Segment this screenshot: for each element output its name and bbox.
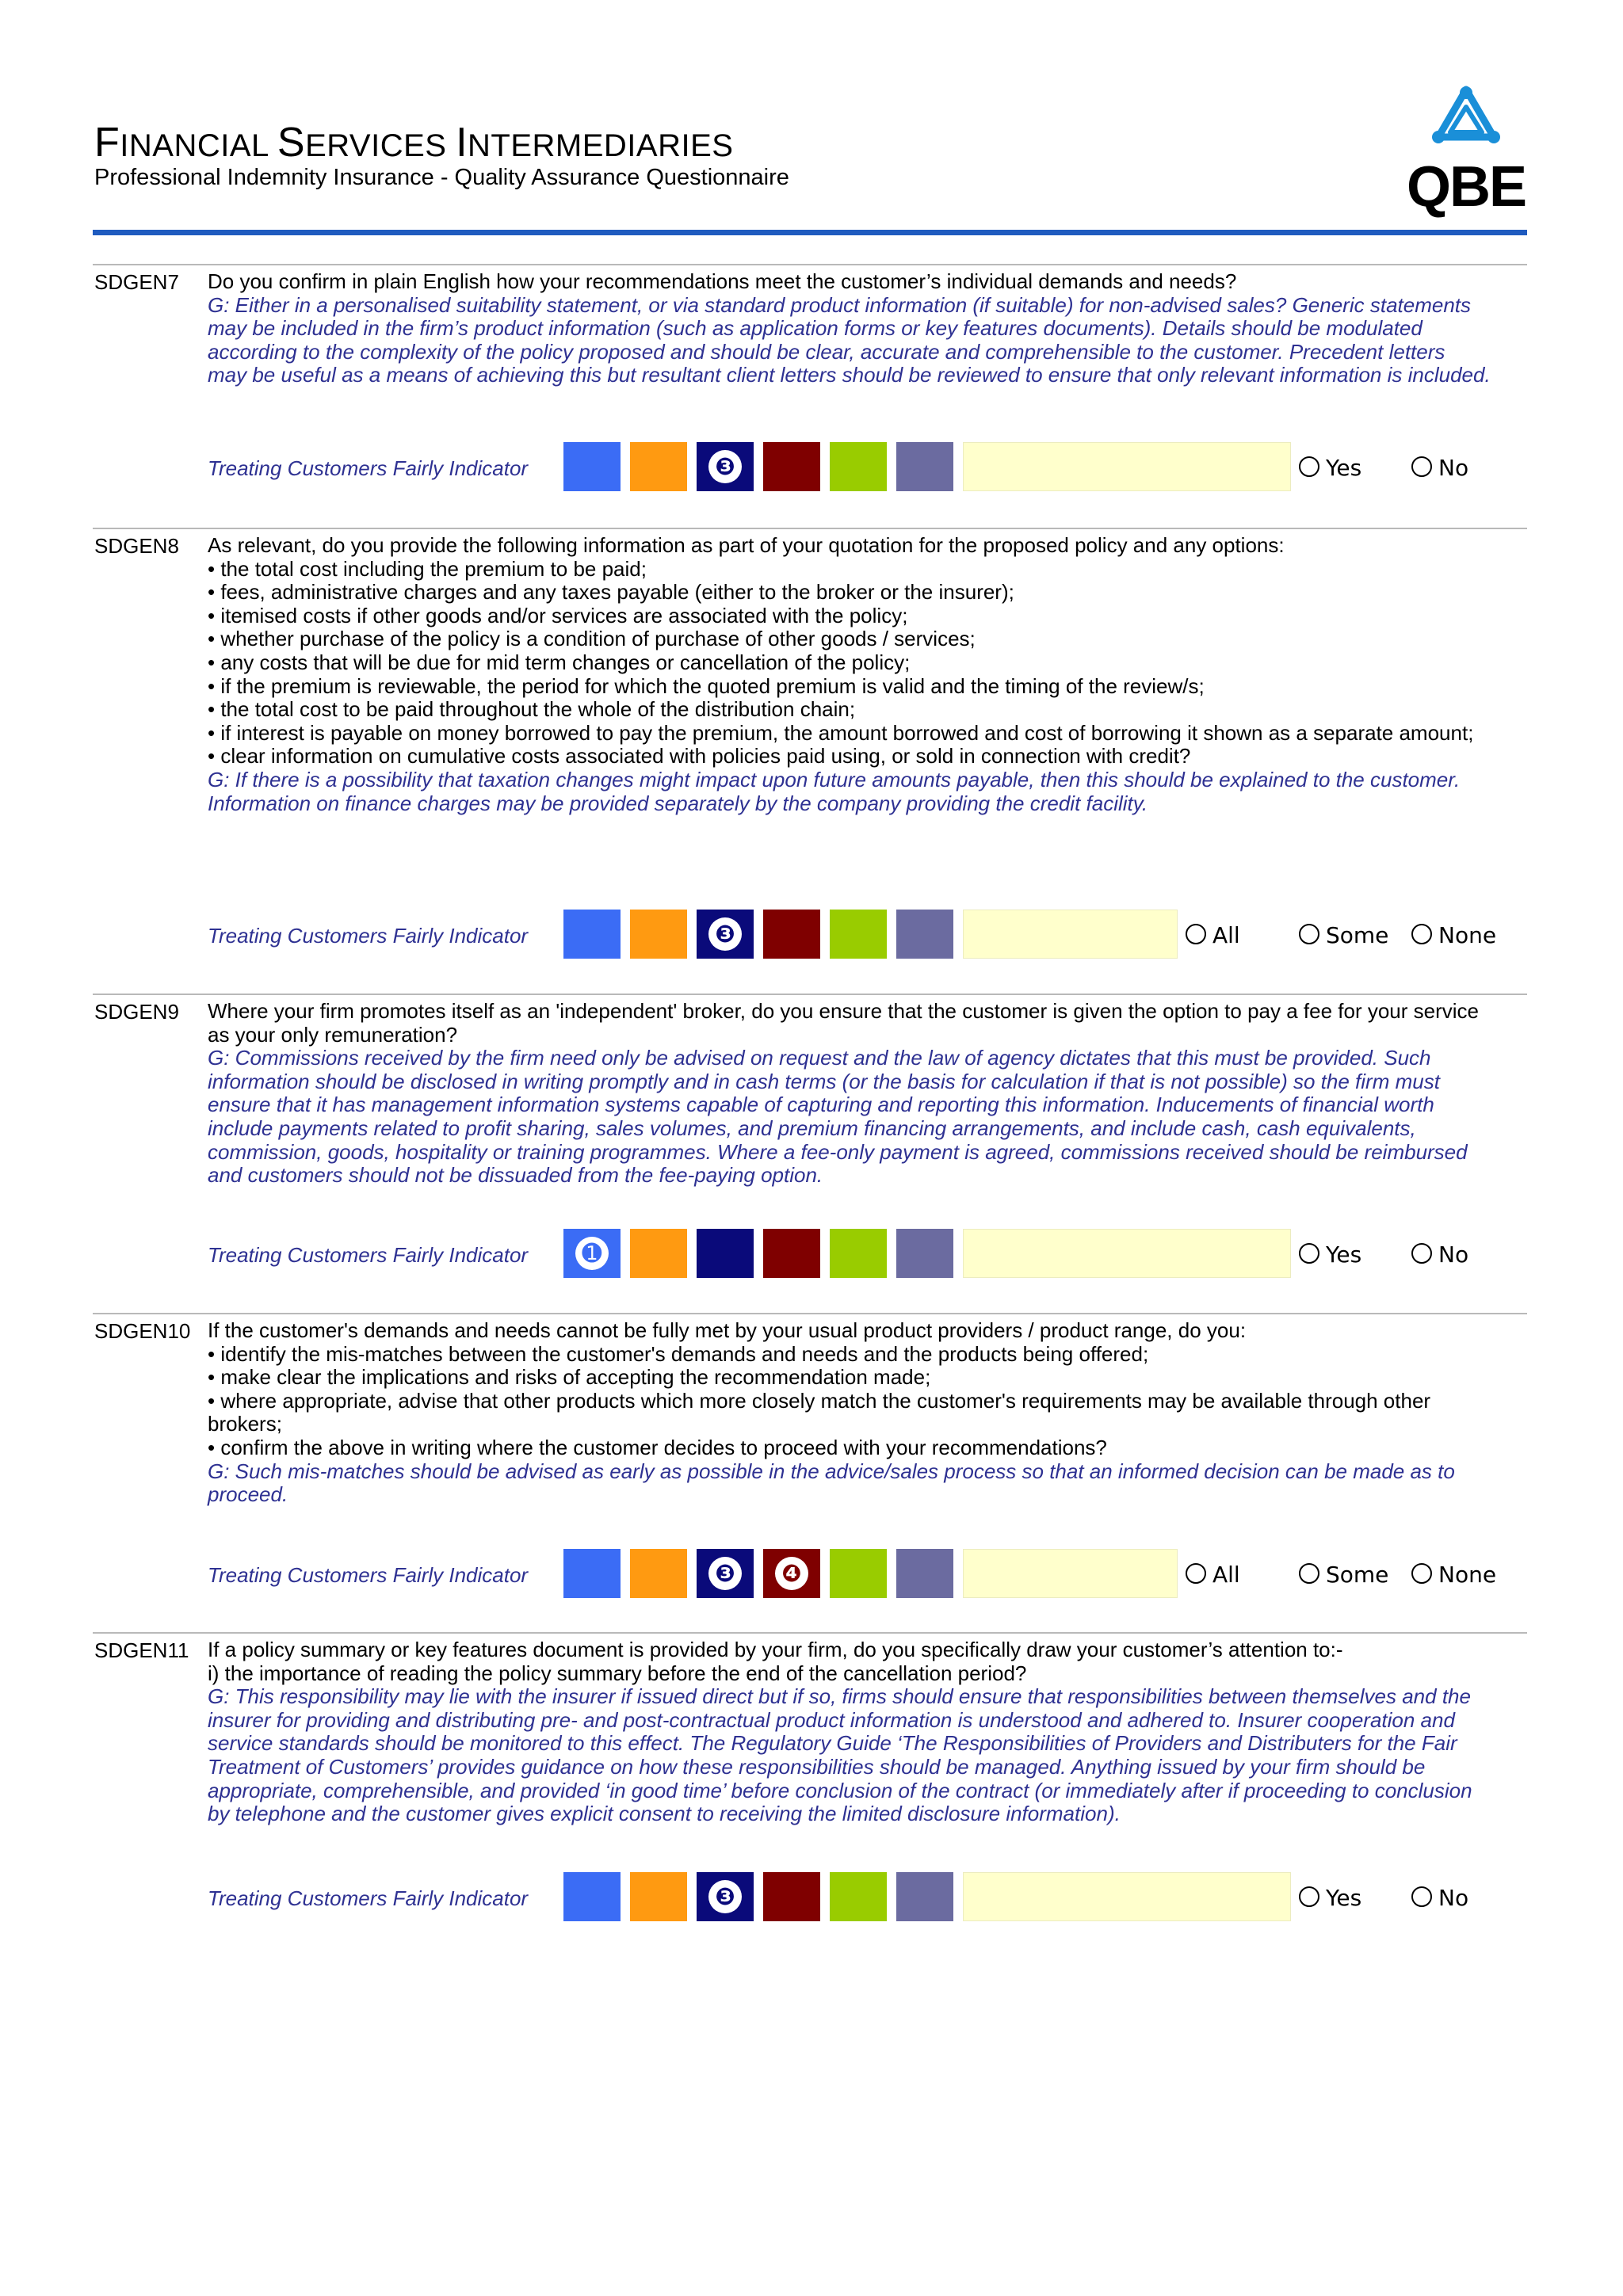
question-line: Do you confirm in plain English how your recommendations meet the customer’s individual demands and needs? <box>208 269 1237 293</box>
tcf-indicator-square-3[interactable] <box>697 1872 754 1921</box>
comment-field[interactable] <box>963 1549 1178 1598</box>
question-line: If the customer's demands and needs cannot be fully met by your usual product providers / product range, do you: <box>208 1318 1247 1342</box>
tcf-indicator-square-5[interactable] <box>830 442 887 491</box>
option-label: Some <box>1326 1562 1389 1588</box>
question-line: • make clear the implications and risks of accepting the recommendation made; <box>208 1365 931 1390</box>
tcf-indicator-row <box>0 1549 1623 1601</box>
question-line: • identify the mis-matches between the customer's demands and needs and the products being offered; <box>208 1341 1149 1366</box>
option-no[interactable] <box>1407 1229 1496 1278</box>
radio-all[interactable] <box>1186 924 1206 944</box>
tcf-indicator-square-5[interactable] <box>830 910 887 959</box>
question-code: SDGEN11 <box>94 1638 189 1662</box>
question-text <box>208 1319 1523 1507</box>
guidance-line: may be useful as a means of achieving this but resultant client letters should be reviewed to ensure that only relevant information is included. <box>208 363 1491 387</box>
question-line: i) the importance of reading the policy summary before the end of the cancellation period? <box>208 1661 1027 1685</box>
guidance-line: proceed. <box>208 1482 288 1507</box>
document-subtitle: Professional Indemnity Insurance - Quality Assurance Questionnaire <box>94 165 789 190</box>
guidance-line: service standards should be monitored to this effect. The Regulatory Guide ‘The Responsibilities of Providers and Distributers for the Fair <box>208 1731 1457 1756</box>
question-divider <box>93 1313 1527 1314</box>
radio-no[interactable] <box>1411 1886 1432 1907</box>
option-yes[interactable] <box>1294 1872 1381 1921</box>
tcf-indicator-square-6[interactable] <box>896 442 953 491</box>
option-some[interactable] <box>1294 1549 1389 1598</box>
question-line: If a policy summary or key features document is provided by your firm, do you specifically draw your customer’s attention to:- <box>208 1638 1343 1661</box>
radio-none[interactable] <box>1411 924 1432 944</box>
comment-field[interactable] <box>963 1872 1291 1921</box>
tcf-indicator-square-3[interactable] <box>697 910 754 959</box>
question-line: • whether purchase of the policy is a condition of purchase of other goods / services; <box>208 627 976 651</box>
header-divider <box>93 230 1527 235</box>
guidance-line: G: Such mis-matches should be advised as early as possible in the advice/sales process so that an informed decision can be made as to <box>208 1459 1455 1483</box>
tcf-marker-4: ❹ <box>775 1557 808 1590</box>
option-none[interactable] <box>1407 1549 1496 1598</box>
guidance-line: Information on finance charges may be provided separately by the company providing the credit facility. <box>208 791 1148 815</box>
tcf-indicator-square-2[interactable] <box>630 1229 687 1278</box>
guidance-line: appropriate, comprehensible, and provided ‘in good time’ before conclusion of the contract (or immediately after if proceeding to conclusion <box>208 1778 1472 1802</box>
option-all[interactable] <box>1181 1549 1271 1598</box>
tcf-indicator-square-2[interactable] <box>630 910 687 959</box>
question-divider <box>93 1632 1527 1634</box>
option-label: No <box>1438 455 1469 481</box>
question-line: • the total cost to be paid throughout the whole of the distribution chain; <box>208 697 856 722</box>
qbe-logo-text: QBE <box>1407 155 1526 219</box>
tcf-marker-3: ❸ <box>708 450 742 483</box>
tcf-indicator-square-6[interactable] <box>896 1549 953 1598</box>
tcf-indicator-square-1[interactable] <box>563 910 621 959</box>
tcf-indicator-square-5[interactable] <box>830 1229 887 1278</box>
guidance-line: ensure that it has management information systems capable of capturing and reporting this information. Inducements of financial worth <box>208 1093 1434 1117</box>
tcf-indicator-label: Treating Customers Fairly Indicator <box>208 924 529 948</box>
option-label: None <box>1438 1562 1497 1588</box>
radio-yes[interactable] <box>1299 456 1319 477</box>
radio-yes[interactable] <box>1299 1243 1319 1264</box>
question-line: • clear information on cumulative costs associated with policies paid using, or sold in connection with credit? <box>208 744 1191 769</box>
question-code: SDGEN10 <box>94 1319 191 1343</box>
option-no[interactable] <box>1407 442 1496 491</box>
question-code: SDGEN7 <box>94 270 179 294</box>
radio-all[interactable] <box>1186 1563 1206 1584</box>
guidance-line: according to the complexity of the policy proposed and should be clear, accurate and comprehensible to the customer. Precedent letters <box>208 339 1445 364</box>
guidance-line: G: If there is a possibility that taxation changes might impact upon future amounts payable, then this should be explained to the customer. <box>208 767 1461 791</box>
tcf-indicator-square-1[interactable] <box>563 1549 621 1598</box>
question-text <box>208 1000 1523 1188</box>
question-text <box>208 534 1523 815</box>
guidance-line: include payments related to profit sharing, sales volumes, and premium financing arrangements, and include cash, cash equivalents, <box>208 1116 1416 1140</box>
tcf-indicator-square-2[interactable] <box>630 442 687 491</box>
guidance-line: information should be disclosed in writing promptly and in cash terms (or the basis for calculation if that is not possible) so the firm must <box>208 1069 1440 1093</box>
question-divider <box>93 264 1527 265</box>
guidance-line: and customers should not be dissuaded from the fee-paying option. <box>208 1163 823 1188</box>
title-word: INTERMEDIARIES <box>456 120 734 166</box>
option-all[interactable] <box>1181 910 1271 959</box>
tcf-indicator-row <box>0 1229 1623 1281</box>
guidance-line: G: This responsibility may lie with the insurer if issued direct but if so, firms should ensure that responsibilities between themselves and the <box>208 1684 1471 1709</box>
option-label: Some <box>1326 922 1389 948</box>
tcf-indicator-square-4[interactable] <box>763 1549 820 1598</box>
tcf-marker-3: ❸ <box>708 1880 742 1913</box>
tcf-indicator-square-1[interactable] <box>563 1229 621 1278</box>
question-line: • any costs that will be due for mid term changes or cancellation of the policy; <box>208 650 911 674</box>
question-text <box>208 1638 1523 1826</box>
question-line: • itemised costs if other goods and/or services are associated with the policy; <box>208 603 908 627</box>
option-label: Yes <box>1326 1241 1362 1268</box>
question-line: • where appropriate, advise that other products which more closely match the customer's requirements may be available through other <box>208 1388 1431 1413</box>
document-title <box>94 119 733 166</box>
radio-some[interactable] <box>1299 1563 1319 1584</box>
tcf-indicator-label: Treating Customers Fairly Indicator <box>208 1886 529 1910</box>
tcf-indicator-square-5[interactable] <box>830 1872 887 1921</box>
title-word: SERVICES <box>277 120 456 166</box>
question-line: • confirm the above in writing where the customer decides to proceed with your recommendations? <box>208 1435 1107 1459</box>
tcf-indicator-square-2[interactable] <box>630 1549 687 1598</box>
guidance-line: G: Commissions received by the firm need only be advised on request and the law of agency dictates that this must be provided. Such <box>208 1046 1431 1070</box>
question-line: brokers; <box>208 1412 282 1436</box>
radio-yes[interactable] <box>1299 1886 1319 1907</box>
question-divider <box>93 994 1527 995</box>
tcf-indicator-square-5[interactable] <box>830 1549 887 1598</box>
option-label: Yes <box>1326 1885 1362 1911</box>
question-line: as your only remuneration? <box>208 1022 458 1047</box>
guidance-line: may be included in the firm’s product information (such as application forms or key features documents). Details should be modulated <box>208 316 1423 341</box>
tcf-indicator-square-3[interactable] <box>697 1229 754 1278</box>
guidance-line: commission, goods, hospitality or training programmes. Where a fee-only payment is agreed, commissions received should be reimbursed <box>208 1139 1468 1164</box>
question-line: As relevant, do you provide the following information as part of your quotation for the proposed policy and any options: <box>208 533 1285 557</box>
tcf-indicator-square-1[interactable] <box>563 442 621 491</box>
tcf-indicator-row <box>0 910 1623 962</box>
tcf-marker-1: ➊ <box>575 1237 609 1270</box>
tcf-indicator-square-6[interactable] <box>896 910 953 959</box>
tcf-indicator-square-4[interactable] <box>763 442 820 491</box>
question-divider <box>93 528 1527 529</box>
question-line: • if interest is payable on money borrowed to pay the premium, the amount borrowed and cost of borrowing it shown as a separate amount; <box>208 720 1474 745</box>
tcf-indicator-square-3[interactable] <box>697 1549 754 1598</box>
tcf-indicator-row <box>0 442 1623 494</box>
comment-field[interactable] <box>963 442 1291 491</box>
radio-some[interactable] <box>1299 924 1319 944</box>
option-yes[interactable] <box>1294 1229 1381 1278</box>
tcf-indicator-square-4[interactable] <box>763 1229 820 1278</box>
option-label: No <box>1438 1241 1469 1268</box>
comment-field[interactable] <box>963 910 1178 959</box>
tcf-indicator-label: Treating Customers Fairly Indicator <box>208 456 529 480</box>
tcf-indicator-row <box>0 1872 1623 1924</box>
tcf-indicator-square-4[interactable] <box>763 1872 820 1921</box>
question-line: • the total cost including the premium to be paid; <box>208 556 647 581</box>
tcf-indicator-square-6[interactable] <box>896 1872 953 1921</box>
comment-field[interactable] <box>963 1229 1291 1278</box>
tcf-indicator-square-3[interactable] <box>697 442 754 491</box>
option-label: No <box>1438 1885 1469 1911</box>
option-yes[interactable] <box>1294 442 1381 491</box>
tcf-marker-3: ❸ <box>708 1557 742 1590</box>
guidance-line: by telephone and the customer gives explicit consent to receiving the limited disclosure information). <box>208 1802 1121 1826</box>
tcf-indicator-square-4[interactable] <box>763 910 820 959</box>
radio-no[interactable] <box>1411 456 1432 477</box>
option-no[interactable] <box>1407 1872 1496 1921</box>
option-label: Yes <box>1326 455 1362 481</box>
guidance-line: G: Either in a personalised suitability statement, or via standard product information (if suitable) for non-advised sales? Generic statements <box>208 292 1472 317</box>
tcf-indicator-square-1[interactable] <box>563 1872 621 1921</box>
guidance-line: insurer for providing and distributing pre- and post-contractual product information is understood and adhered to. Insurer cooperation and <box>208 1707 1455 1732</box>
radio-no[interactable] <box>1411 1243 1432 1264</box>
radio-none[interactable] <box>1411 1563 1432 1584</box>
option-label: All <box>1212 1562 1240 1588</box>
question-line: • fees, administrative charges and any taxes payable (either to the broker or the insurer); <box>208 580 1014 605</box>
guidance-line: Treatment of Customers’ provides guidance on how these responsibilities should be managed. Anything issued by your firm should be <box>208 1754 1426 1779</box>
tcf-indicator-label: Treating Customers Fairly Indicator <box>208 1563 529 1587</box>
tcf-marker-3: ❸ <box>708 917 742 951</box>
option-label: None <box>1438 922 1497 948</box>
question-line: Where your firm promotes itself as an 'independent' broker, do you ensure that the customer is given the option to pay a fee for your service <box>208 999 1480 1023</box>
question-line: • if the premium is reviewable, the period for which the quoted premium is valid and the timing of the review/s; <box>208 673 1205 698</box>
tcf-indicator-square-2[interactable] <box>630 1872 687 1921</box>
option-some[interactable] <box>1294 910 1389 959</box>
question-code: SDGEN9 <box>94 1000 179 1024</box>
question-text <box>208 270 1523 387</box>
option-none[interactable] <box>1407 910 1496 959</box>
title-word: FINANCIAL <box>94 120 277 166</box>
option-label: All <box>1212 922 1240 948</box>
question-code: SDGEN8 <box>94 534 179 558</box>
tcf-indicator-square-6[interactable] <box>896 1229 953 1278</box>
tcf-indicator-label: Treating Customers Fairly Indicator <box>208 1243 529 1267</box>
